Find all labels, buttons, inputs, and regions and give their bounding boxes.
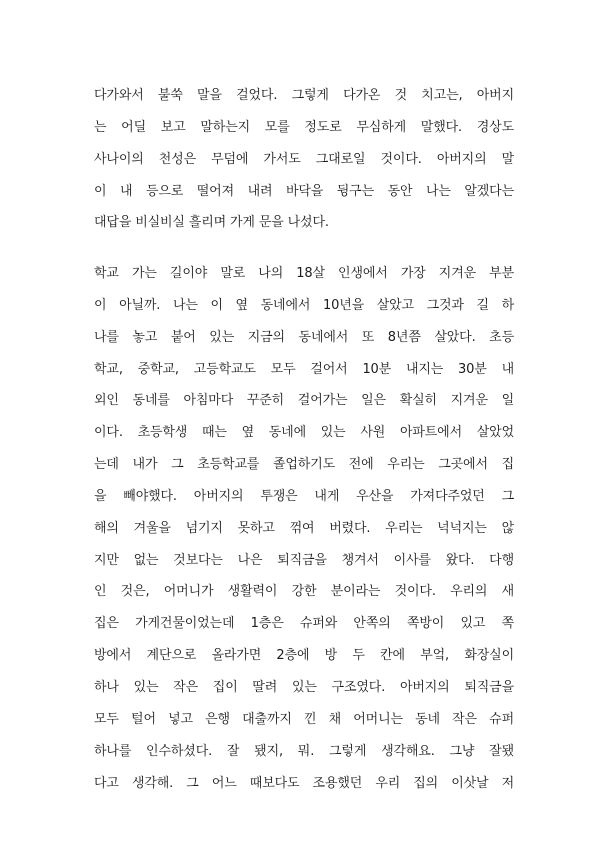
text-line: 하나 있는 작은 집이 딸려 있는 구조였다. 아버지의 퇴직금을	[94, 679, 514, 695]
text-line: 하나를 인수하셨다. 잘 됐지, 뭐. 그렇게 생각해요. 그냥 잘됐	[94, 743, 514, 759]
text-line: 외인 동네를 아침마다 꾸준히 걸어가는 일은 확실히 지겨운 일	[94, 393, 514, 409]
text-line: 다가와서 불쑥 말을 걸었다. 그렇게 다가온 것 치고는, 아버지	[94, 88, 514, 103]
text-line: 모두 털어 넣고 은행 대출까지 낀 채 어머니는 동네 작은 슈퍼	[94, 711, 514, 727]
text-line: 는 어딜 보고 말하는지 모를 정도로 무심하게 말했다. 경상도	[94, 119, 514, 135]
text-line: 대답을 비실비실 흘리며 가게 문을 나섰다.	[94, 215, 329, 231]
text-line: 학교 가는 길이야 말로 나의 18살 인생에서 가장 지겨운 부분	[94, 266, 514, 281]
text-line: 이 아닐까. 나는 이 옆 동네에서 10년을 살았고 그것과 길 하	[94, 297, 514, 313]
text-line: 지만 없는 것보다는 나은 퇴직금을 챙겨서 이사를 왔다. 다행	[94, 552, 514, 568]
text-line: 방에서 계단으로 올라가면 2층에 방 두 칸에 부엌, 화장실이	[94, 648, 514, 664]
text-line: 학교, 중학교, 고등학교도 모두 걸어서 10분 내지는 30분 내	[94, 361, 514, 377]
text-line: 을 빼야했다. 아버지의 투쟁은 내게 우산을 가져다주었던 그	[94, 488, 514, 504]
text-line: 해의 겨울을 넘기지 못하고 꺾여 버렸다. 우리는 넉넉지는 않	[94, 520, 514, 536]
text-line: 이다. 초등학생 때는 옆 동네에 있는 사원 아파트에서 살았었	[94, 425, 514, 441]
text-line: 나를 놓고 붙어 있는 지금의 동네에서 또 8년쯤 살았다. 초등	[94, 329, 514, 345]
text-line: 인 것은, 어머니가 생활력이 강한 분이라는 것이다. 우리의 새	[94, 584, 514, 600]
paragraph-2	[94, 258, 514, 799]
text-line: 사나이의 천성은 무덤에 가서도 그대로일 것이다. 아버지의 말	[94, 151, 514, 167]
paragraph-1	[94, 80, 514, 239]
text-line: 는데 내가 그 초등학교를 졸업하기도 전에 우리는 그곳에서 집	[94, 457, 514, 473]
text-line: 다고 생각해. 그 어느 때보다도 조용했던 우리 집의 이삿날 저	[94, 775, 514, 791]
text-line: 집은 가게건물이었는데 1층은 슈퍼와 안쪽의 쪽방이 있고 쪽	[94, 616, 514, 632]
text-line: 이 내 등으로 떨어져 내려 바닥을 뒹구는 동안 나는 알겠다는	[94, 183, 514, 199]
